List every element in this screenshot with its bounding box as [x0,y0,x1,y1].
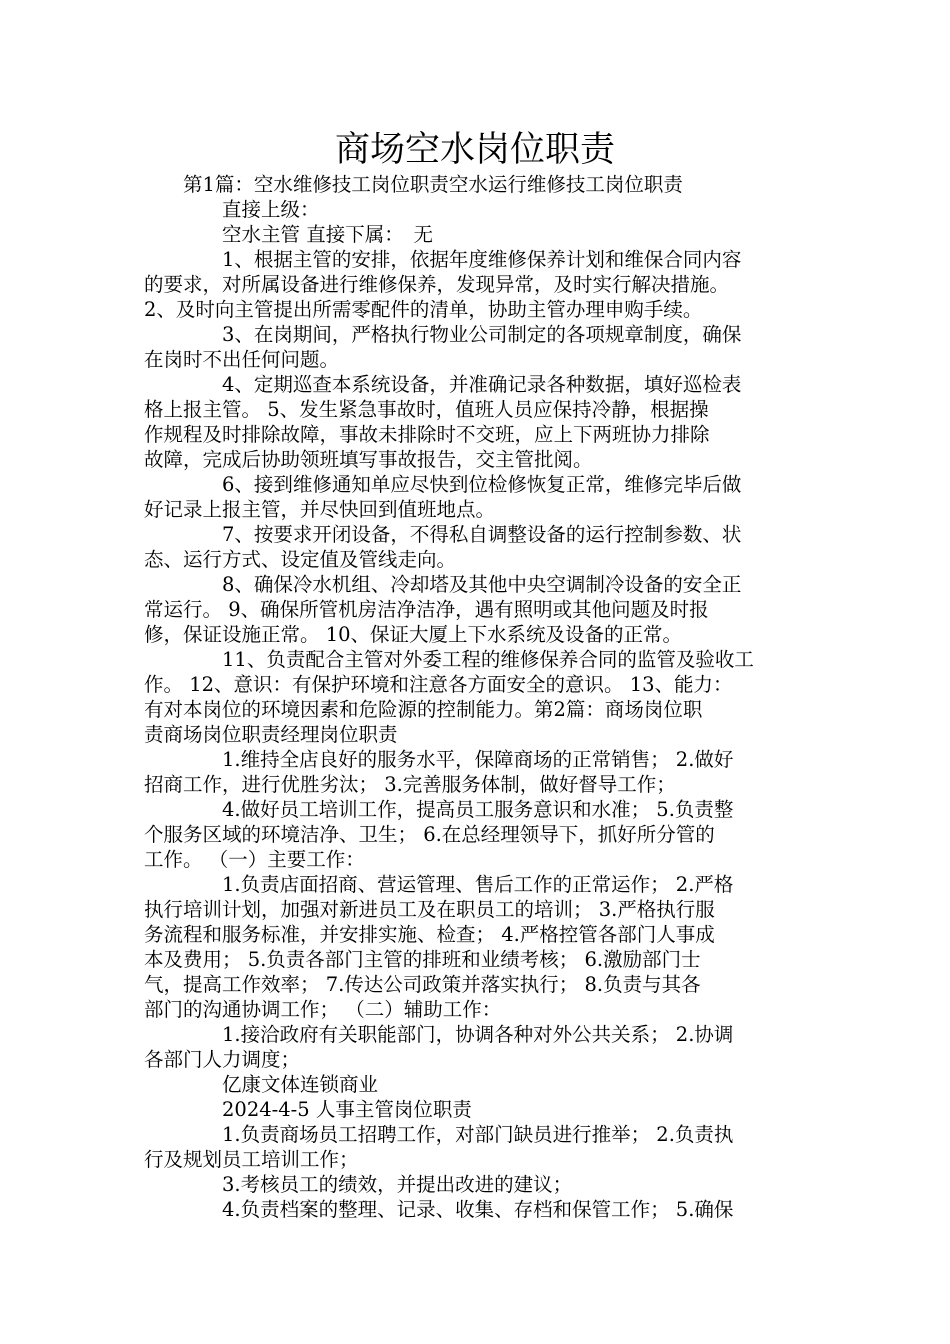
text-line: 空水主管 直接下属： 无 [144,223,433,246]
text-line: 8、确保冷水机组、冷却塔及其他中央空调制冷设备的安全正 [144,573,742,596]
text-line: 4、定期巡查本系统设备，并准确记录各种数据，填好巡检表 [144,373,742,396]
text-line: 1.维持全店良好的服务水平，保障商场的正常销售； 2.做好 [144,748,734,771]
text-line: 1.负责店面招商、营运管理、售后工作的正常运作； 2.严格 [144,873,734,896]
text-line: 责商场岗位职责经理岗位职责 [144,723,398,746]
text-line: 直接上级： [144,198,320,221]
text-line: 11、负责配合主管对外委工程的维修保养合同的监管及验收工 [144,648,754,671]
text-line: 执行培训计划，加强对新进员工及在职员工的培训； 3.严格执行服 [144,898,715,921]
text-line: 4.负责档案的整理、记录、收集、存档和保管工作； 5.确保 [144,1198,734,1221]
text-line: 常运行。 9、确保所管机房洁净洁净，遇有照明或其他问题及时报 [144,598,709,621]
text-line: 1.接洽政府有关职能部门，协调各种对外公共关系； 2.协调 [144,1023,734,1046]
text-line: 态、运行方式、设定值及管线走向。 [144,548,457,571]
page-title: 商场空水岗位职责 [334,130,615,170]
text-line: 本及费用； 5.负责各部门主管的排班和业绩考核； 6.激励部门士 [144,948,701,971]
text-line: 亿康文体连锁商业 [144,1073,379,1096]
text-line: 工作。 （一）主要工作： [144,848,365,871]
text-line: 好记录上报主管，并尽快回到值班地点。 [144,498,496,521]
text-line: 故障，完成后协助领班填写事故报告，交主管批阅。 [144,448,593,471]
text-line: 气，提高工作效率； 7.传达公司政策并落实执行； 8.负责与其各 [144,973,701,996]
text-line: 部门的沟通协调工作； （二）辅助工作： [144,998,502,1021]
text-line: 6、接到维修通知单应尽快到位检修恢复正常，维修完毕后做 [144,473,742,496]
text-line: 第1篇：空水维修技工岗位职责空水运行维修技工岗位职责 [144,173,683,196]
text-line: 作。 12、意识：有保护环境和注意各方面安全的意识。 13、能力： [144,673,733,696]
text-line: 2、及时向主管提出所需零配件的清单，协助主管办理申购手续。 [144,298,703,321]
text-line: 3.考核员工的绩效，并提出改进的建议； [144,1173,573,1196]
text-line: 行及规划员工培训工作； [144,1148,359,1171]
text-line: 格上报主管。 5、发生紧急事故时，值班人员应保持冷静，根据操 [144,398,709,421]
text-line: 7、按要求开闭设备，不得私自调整设备的运行控制参数、状 [144,523,742,546]
text-line: 招商工作，进行优胜劣汰； 3.完善服务体制，做好督导工作； [144,773,676,796]
text-line: 个服务区域的环境洁净、卫生； 6.在总经理领导下，抓好所分管的 [144,823,715,846]
text-line: 1.负责商场员工招聘工作，对部门缺员进行推举； 2.负责执 [144,1123,734,1146]
text-line: 的要求，对所属设备进行维修保养，发现异常，及时实行解决措施。 [144,273,730,296]
text-line: 在岗时不出任何问题。 [144,348,340,371]
document-body [144,172,816,1222]
text-line: 修，保证设施正常。 10、保证大厦上下水系统及设备的正常。 [144,623,683,646]
text-line: 2024-4-5 人事主管岗位职责 [144,1098,472,1121]
text-line: 各部门人力调度； [144,1048,301,1071]
text-line: 务流程和服务标准，并安排实施、检查； 4.严格控管各部门人事成 [144,923,715,946]
text-line: 3、在岗期间，严格执行物业公司制定的各项规章制度，确保 [144,323,742,346]
text-line: 4.做好员工培训工作，提高员工服务意识和水准； 5.负责整 [144,798,734,821]
text-line: 作规程及时排除故障，事故未排除时不交班，应上下两班协力排除 [144,423,710,446]
text-line: 1、根据主管的安排，依据年度维修保养计划和维保合同内容 [144,248,742,271]
text-line: 有对本岗位的环境因素和危险源的控制能力。第2篇：商场岗位职 [144,698,703,721]
